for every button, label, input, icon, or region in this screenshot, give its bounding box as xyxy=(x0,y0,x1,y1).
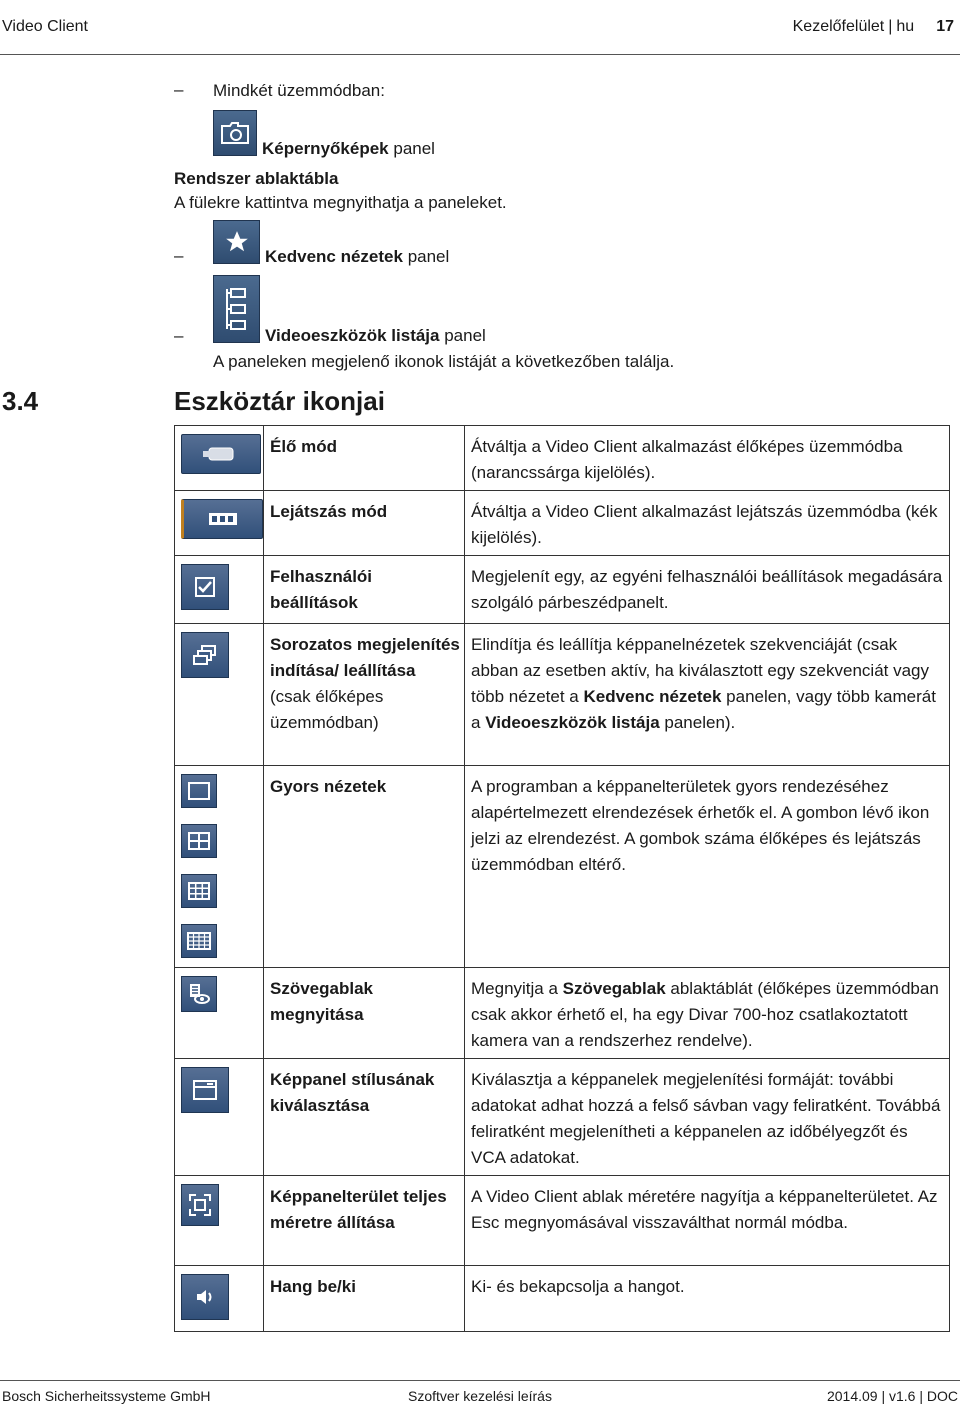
both-modes-text: Mindkét üzemmódban: xyxy=(213,81,385,100)
header-section: Kezelőfelület | hu 17 xyxy=(792,18,954,35)
live-mode-icon xyxy=(181,434,261,474)
sequence-icon xyxy=(181,632,229,678)
pane-style-icon xyxy=(181,1067,229,1113)
page-footer xyxy=(0,1380,960,1406)
table-row xyxy=(175,968,950,1059)
single-view-icon xyxy=(181,774,217,808)
text-window-icon xyxy=(181,976,217,1012)
system-tab-desc: A fülekre kattintva megnyithatja a paneleket. xyxy=(174,193,507,212)
playback-mode-icon xyxy=(181,499,263,539)
devices-panel-label: Videoeszközök listája panel xyxy=(265,326,486,345)
row-name: Képpanel stílusának kiválasztása xyxy=(264,1059,465,1176)
row-name: Élő mód xyxy=(264,426,465,491)
table-row xyxy=(175,491,950,556)
table-row xyxy=(175,1266,950,1332)
row-name: Szövegablak megnyitása xyxy=(264,968,465,1059)
page-number: 17 xyxy=(936,18,954,35)
screenshots-panel-icon xyxy=(213,110,257,156)
section-number: 3.4 xyxy=(2,386,39,416)
row-desc: A programban a képpanelterületek gyors rendezéséhez alapértelmezett elrendezések érhetők el. A gombon lévő ikon jelzi az elrendezést. A gombok száma élőképes és lejátszás üzemmódban eltérő. xyxy=(465,766,950,968)
table-row xyxy=(175,1059,950,1176)
system-tab-title: Rendszer ablaktábla xyxy=(174,169,339,188)
footer-version: 2014.09 | v1.6 | DOC xyxy=(826,1388,958,1404)
footer-company: Bosch Sicherheitssysteme GmbH xyxy=(2,1388,211,1404)
row-desc: Megjelenít egy, az egyéni felhasználói beállítások megadására szolgáló párbeszédpanelt. xyxy=(465,556,950,624)
row-desc: Elindítja és leállítja képpanelnézetek szekvenciáját (csak abban az esetben aktív, ha kiválasztott egy szekvenciát vagy több nézetet a Kedvenc nézetek panelen, vagy több kamerát a Videoeszközök listája panelen). xyxy=(465,624,950,766)
row-desc: A Video Client ablak méretére nagyítja a képpanelterületet. Az Esc megnyomásával visszaválthat normál módba. xyxy=(465,1176,950,1266)
bullet-dash: – xyxy=(174,246,184,265)
fullscreen-icon xyxy=(181,1184,219,1226)
table-row xyxy=(175,624,950,766)
favorites-panel-label: Kedvenc nézetek panel xyxy=(265,247,450,266)
section-title: Eszköztár ikonjai xyxy=(174,386,385,416)
row-desc: Átváltja a Video Client alkalmazást lejátszás üzemmódba (kék kijelölés). xyxy=(465,491,950,556)
table-row xyxy=(175,1176,950,1266)
table-row xyxy=(175,426,950,491)
row-name: Képpanelterület teljes méretre állítása xyxy=(264,1176,465,1266)
header-product: Video Client xyxy=(2,18,88,35)
star-icon xyxy=(213,220,260,264)
row-name: Hang be/ki xyxy=(264,1266,465,1332)
bullet-dash: – xyxy=(174,326,184,345)
row-name: Felhasználói beállítások xyxy=(264,556,465,624)
row-name: Lejátszás mód xyxy=(264,491,465,556)
speaker-icon xyxy=(181,1274,229,1320)
footer-doc-title: Szoftver kezelési leírás xyxy=(408,1388,552,1404)
table-row xyxy=(175,556,950,624)
screenshots-panel-label: Képernyőképek panel xyxy=(262,139,435,158)
toolbar-icons-table xyxy=(174,425,950,1332)
grid-3x3-icon xyxy=(181,874,217,908)
row-name-note: (csak élőképes üzemmódban) xyxy=(270,687,384,732)
row-name: Gyors nézetek xyxy=(264,766,465,968)
icons-list-note: A paneleken megjelenő ikonok listáját a következőben találja. xyxy=(213,352,675,371)
grid-2x2-icon xyxy=(181,824,217,858)
row-desc: Ki- és bekapcsolja a hangot. xyxy=(465,1266,950,1332)
row-desc: Kiválasztja a képpanelek megjelenítési formáját: további adatokat adhat hozzá a felső sávban vagy feliratként. Továbbá feliratként megjelenítheti a képpanelen az időbélyegzőt és VCA adatokat. xyxy=(465,1059,950,1176)
grid-4x4-icon xyxy=(181,924,217,958)
row-desc: Átváltja a Video Client alkalmazást élőképes üzemmódba (narancssárga kijelölés). xyxy=(465,426,950,491)
bullet-dash: – xyxy=(174,80,184,99)
row-desc: Megnyitja a Szövegablak ablaktáblát (élőképes üzemmódban csak akkor érhető el, ha egy Divar 700-hoz csatlakoztatott kamera van a rendszerhez rendelve). xyxy=(465,968,950,1059)
page-header xyxy=(0,0,960,55)
row-name: Sorozatos megjelenítés indítása/ leállítása xyxy=(270,635,460,680)
table-row xyxy=(175,766,950,968)
device-tree-icon xyxy=(213,275,260,343)
checkbox-settings-icon xyxy=(181,564,229,610)
